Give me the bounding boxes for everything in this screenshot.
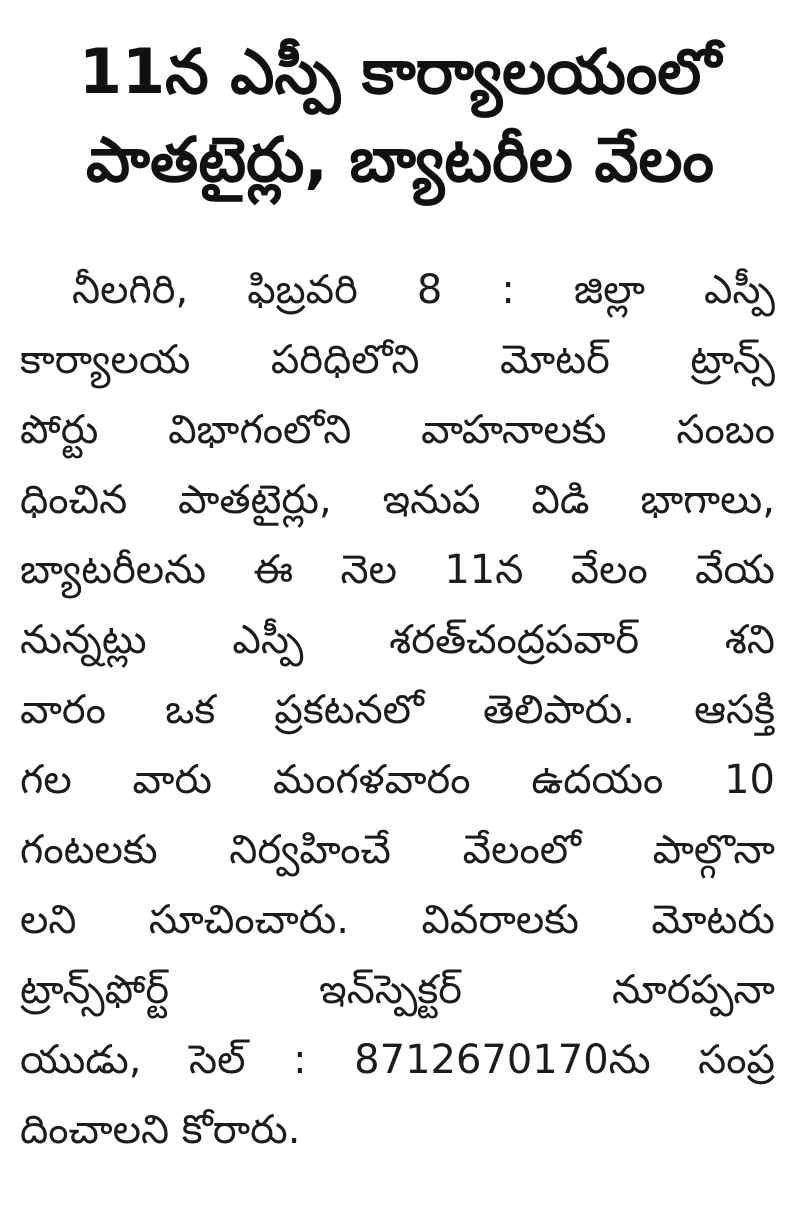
body-line: నున్నట్లు ఎస్పీ శరత్‌చంద్రపవార్ శని xyxy=(20,617,775,663)
body-line: వారం ఒక ప్రకటనలో తెలిపారు. ఆసక్తి xyxy=(20,687,775,733)
body-line: కార్యాలయ పరిధిలోని మోటర్ ట్రాన్స్ xyxy=(20,337,775,383)
body-line: గంటలకు నిర్వహించే వేలంలో పాల్గొనా xyxy=(20,827,775,873)
headline-line-2: పాతటైర్లు, బ్యాటరీల వేలం xyxy=(86,123,714,196)
body-line: లని సూచించారు. వివరాలకు మోటరు xyxy=(20,897,775,943)
body-line: ధించిన పాతటైర్లు, ఇనుప విడి భాగాలు, xyxy=(20,477,775,523)
body-line: నీలగిరి, ఫిబ్రవరి 8 : జిల్లా ఎస్పీ xyxy=(72,267,775,313)
headline-line-1: 11న ఎస్పీ కార్యాలయంలో xyxy=(78,35,722,108)
body-line: బ్యాటరీలను ఈ నెల 11న వేలం వేయ xyxy=(20,547,775,593)
body-line: యుడు, సెల్ : 8712670170ను సంప్ర xyxy=(20,1037,775,1083)
body-line: గల వారు మంగళవారం ఉదయం 10 xyxy=(20,757,775,803)
body-line: పోర్టు విభాగంలోని వాహనాలకు సంబం xyxy=(20,407,775,453)
body-line: దించాలని కోరారు. xyxy=(20,1107,301,1153)
body-line: ట్రాన్స్‌ఫోర్ట్ ఇన్‌స్పెక్టర్ నూరప్పనా xyxy=(20,967,775,1013)
